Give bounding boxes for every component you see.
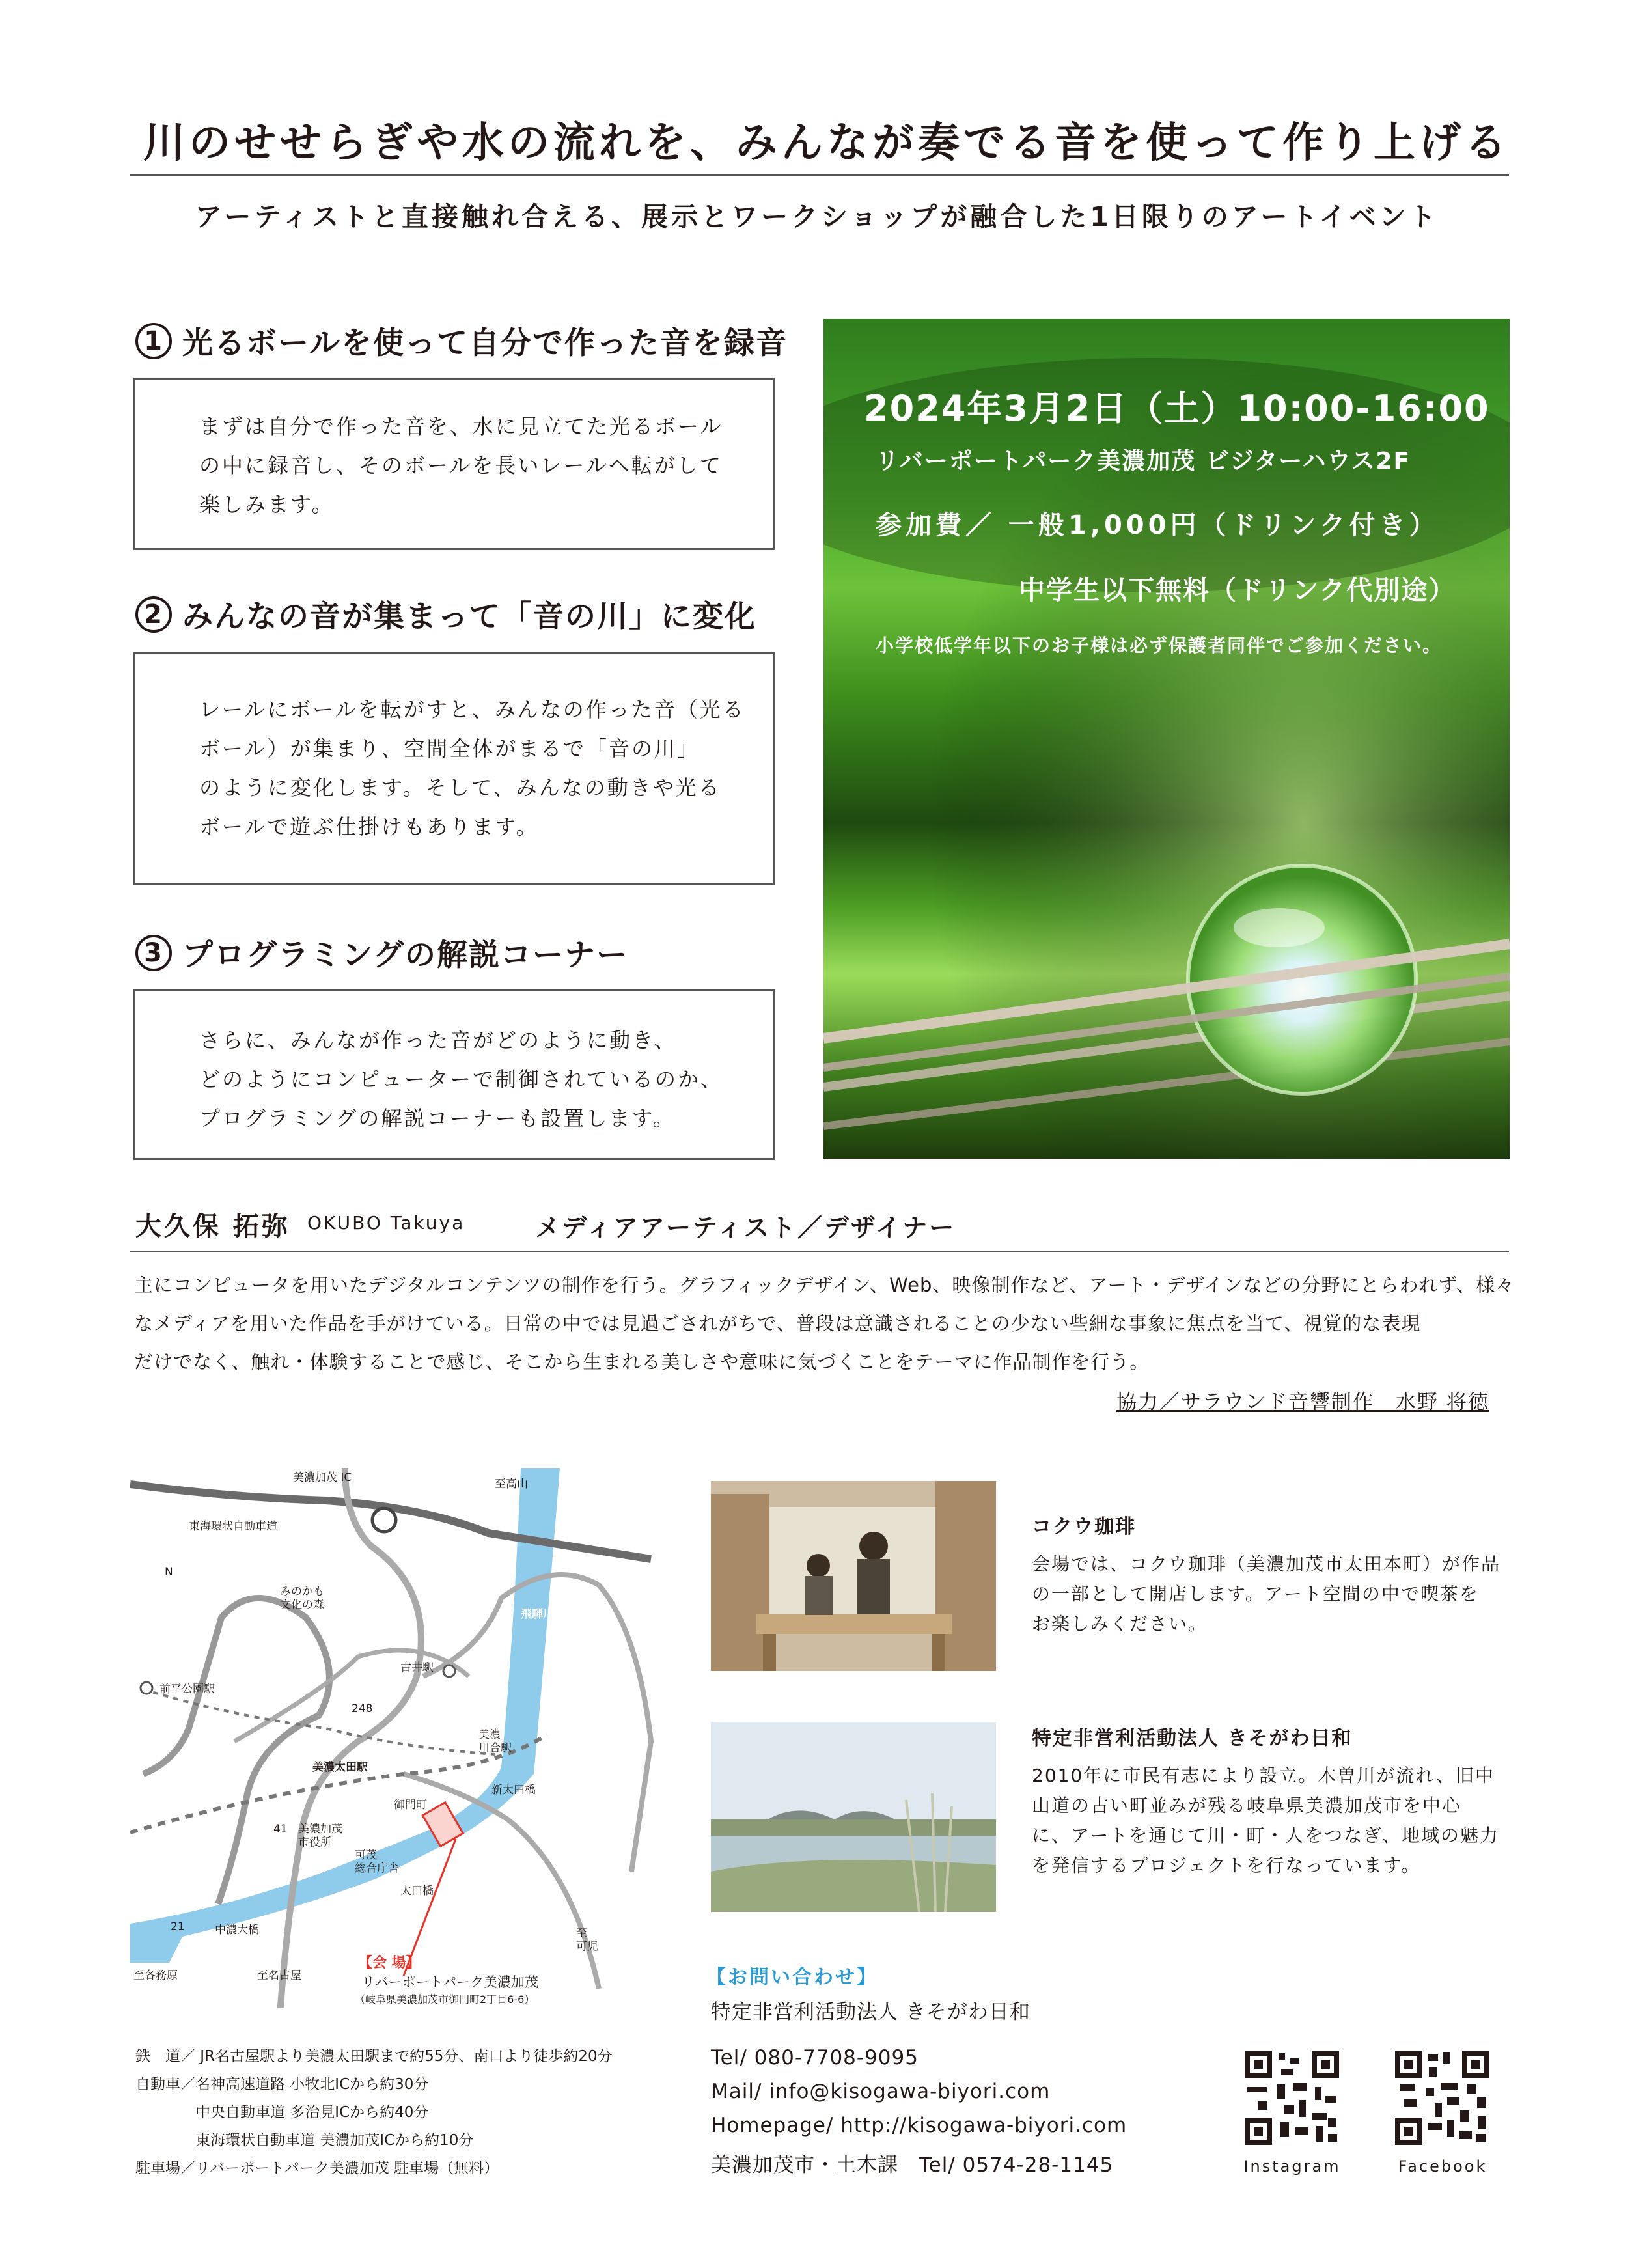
section-3-title xyxy=(135,931,628,975)
access-parking: 駐車場／リバーポートパーク美濃加茂 駐車場（無料） xyxy=(135,2160,499,2177)
section-3-box xyxy=(133,989,775,1160)
artist-bio-line-1: 主にコンピュータを用いたデジタルコンテンツの制作を行う。グラフィックデザイン、Web、映像制作など、アート・デザインなどの分野にとらわれず、様々 xyxy=(134,1274,1515,1296)
section-3-number: 3 xyxy=(135,935,172,971)
artist-role: メディアアーティスト／デザイナー xyxy=(535,1213,956,1242)
map-label-expressway: 東海環状自動車道 xyxy=(189,1520,277,1533)
event-fee-student: 中学生以下無料（ドリンク代別途） xyxy=(1019,575,1456,605)
subheadline: アーティストと直接触れ合える、展示とワークショップが融合した1日限りのアートイベント xyxy=(195,201,1439,232)
section-2-title-text: みんなの音が集まって「音の川」に変化 xyxy=(182,599,756,635)
coffee-photo xyxy=(711,1481,996,1671)
qr-instagram-label: Instagram xyxy=(1243,2157,1341,2176)
map-label-nagoya: 至名古屋 xyxy=(257,1969,301,1982)
map-label-minoota: 美濃太田駅 xyxy=(312,1761,368,1774)
coffee-stand-illustration xyxy=(711,1481,996,1671)
map-label-21: 21 xyxy=(171,1920,185,1933)
map-label-gomoncho: 御門町 xyxy=(394,1799,427,1812)
map-label-venue-tag: 【会 場】 xyxy=(358,1955,421,1971)
headline: 川のせせらぎや水の流れを、みんなが奏でる音を使って作り上げる xyxy=(143,119,1510,167)
ic-marker xyxy=(372,1508,396,1532)
map-label-hida: 飛騨川 xyxy=(521,1608,554,1621)
map-label-nakanobashi: 中濃大橋 xyxy=(215,1924,259,1937)
qr-facebook[interactable] xyxy=(1395,2051,1489,2145)
section-1-box xyxy=(133,378,775,550)
section-1-number: 1 xyxy=(135,323,172,359)
map-label-kamo: 可茂総合庁舎 xyxy=(355,1849,399,1875)
road-248 xyxy=(234,1650,469,1741)
artist-name-en: OKUBO Takuya xyxy=(307,1212,465,1234)
qr-instagram[interactable] xyxy=(1245,2051,1339,2145)
contact-org: 特定非営利活動法人 きそがわ日和 xyxy=(711,2000,1030,2024)
contact-tel[interactable]: Tel/ 080-7708-9095 xyxy=(711,2046,919,2069)
partner-npo-body: 2010年に市民有志により設立。木曽川が流れ、旧中 山道の古い町並みが残る岐阜県美濃加茂市を中心 に、アートを通じて川・町・人をつなぎ、地域の魅力 を発信するプロジェクトを行なっています。 xyxy=(1032,1765,1500,1876)
artist-divider xyxy=(130,1251,1509,1252)
contact-heading: 【お問い合わせ】 xyxy=(706,1966,878,1989)
section-3-body: さらに、みんなが作った音がどのように動き、 どのようにコンピューターで制御されているのか、 プログラミングの解説コーナーも設置します。 xyxy=(199,1028,724,1131)
artist-name: 大久保 拓弥 xyxy=(135,1211,290,1241)
map-label-ic: 美濃加茂 IC xyxy=(293,1471,352,1484)
road-41 xyxy=(280,1468,421,2008)
access-car-2: 中央自動車道 多治見ICから約40分 xyxy=(135,2104,429,2121)
section-3-title-text: プログラミングの解説コーナー xyxy=(182,937,629,973)
map-label-furui: 古井駅 xyxy=(400,1661,434,1674)
map-label-kawai: 美濃川合駅 xyxy=(478,1728,512,1755)
partner-coffee-name: コクウ珈琲 xyxy=(1032,1515,1136,1538)
road-main xyxy=(143,1598,329,1904)
map-label-otabashi: 太田橋 xyxy=(400,1885,434,1898)
contact-homepage[interactable]: Homepage/ http://kisogawa-biyori.com xyxy=(711,2114,1127,2137)
qr-code-icon xyxy=(1245,2051,1339,2145)
event-note: 小学校低学年以下のお子様は必ず保護者同伴でご参加ください。 xyxy=(876,635,1443,656)
artist-bio-line-3: だけでなく、触れ・体験することで感じ、そこから生まれる美しさや意味に気づくことをテーマに作品制作を行う。 xyxy=(134,1351,1150,1373)
map-label-shinota: 新太田橋 xyxy=(491,1784,536,1797)
map-label-kakamigahara: 至各務原 xyxy=(133,1969,178,1982)
section-1-title xyxy=(135,319,788,363)
artist-bio-line-2: なメディアを用いた作品を手がけている。日常の中では見過ごされがちで、普段は意識されることの少ない些細な事象に焦点を当て、視覚的な表現 xyxy=(134,1312,1421,1335)
credit: 協力／サラウンド音響制作 水野 将徳 xyxy=(1116,1390,1489,1414)
contact-mail[interactable]: Mail/ info@kisogawa-biyori.com xyxy=(711,2080,1051,2103)
access-car-1: 自動車／名神高速道路 小牧北ICから約30分 xyxy=(135,2076,429,2093)
map-label-north: N xyxy=(165,1566,173,1579)
contact-city: 美濃加茂市・土木課 Tel/ 0574-28-1145 xyxy=(711,2153,1114,2177)
event-venue: リバーポートパーク美濃加茂 ビジターハウス2F xyxy=(876,448,1411,475)
qr-code-icon xyxy=(1395,2051,1489,2145)
map-label-248: 248 xyxy=(352,1702,373,1715)
access-rail: 鉄 道／ JR名古屋駅より美濃太田駅まで約55分、南口より徒歩約20分 xyxy=(135,2048,613,2065)
map-label-venue-name: リバーポートパーク美濃加茂 xyxy=(361,1974,538,1990)
section-2-title xyxy=(135,592,756,636)
section-1-body: まずは自分で作った音を、水に見立てた光るボール の中に録音し、そのボールを長いレールへ転がして 楽しみます。 xyxy=(199,414,723,517)
qr-facebook-label: Facebook xyxy=(1398,2157,1487,2176)
section-2-box xyxy=(133,652,775,885)
map-label-venue-address: （岐阜県美濃加茂市御門町2丁目6-6） xyxy=(355,1993,535,2006)
headline-divider xyxy=(130,174,1509,176)
partner-npo-name: 特定非営利活動法人 きそがわ日和 xyxy=(1032,1727,1353,1750)
map-label-mori: みのかも文化の森 xyxy=(280,1585,324,1612)
section-1-title-text: 光るボールを使って自分で作った音を録音 xyxy=(182,325,788,361)
map-label-takayama: 至高山 xyxy=(495,1478,528,1491)
partner-coffee-body: 会場では、コクウ珈琲（美濃加茂市太田本町）が作品 の一部として開店します。アート空間の中で喫茶を お楽しみください。 xyxy=(1032,1553,1501,1635)
map-label-kani: 至可児 xyxy=(576,1927,598,1954)
map-label-41: 41 xyxy=(273,1823,288,1836)
station-furui xyxy=(443,1665,455,1677)
map-label-cityhall: 美濃加茂市役所 xyxy=(298,1823,342,1849)
river-photo xyxy=(711,1722,996,1912)
map-label-kiso: 木曽川 xyxy=(329,1914,362,1927)
station-maehira xyxy=(141,1682,152,1694)
section-2-body: レールにボールを転がすと、みんなの作った音（光る ボール）が集まり、空間全体がまるで「音の川」 のように変化します。そして、みんなの動きや光る ボールで遊ぶ仕掛けもあります。 xyxy=(199,697,745,839)
map-label-maehira: 前平公園駅 xyxy=(159,1683,215,1696)
section-2-number: 2 xyxy=(135,596,172,633)
access-map xyxy=(130,1468,703,2008)
river-landscape-illustration xyxy=(711,1722,996,1912)
event-datetime: 2024年3月2日（土）10:00-16:00 xyxy=(864,388,1490,429)
event-photo xyxy=(823,319,1510,1159)
access-car-3: 東海環状自動車道 美濃加茂ICから約10分 xyxy=(135,2132,474,2149)
event-fee: 参加費／ 一般1,000円（ドリンク付き） xyxy=(876,510,1439,540)
